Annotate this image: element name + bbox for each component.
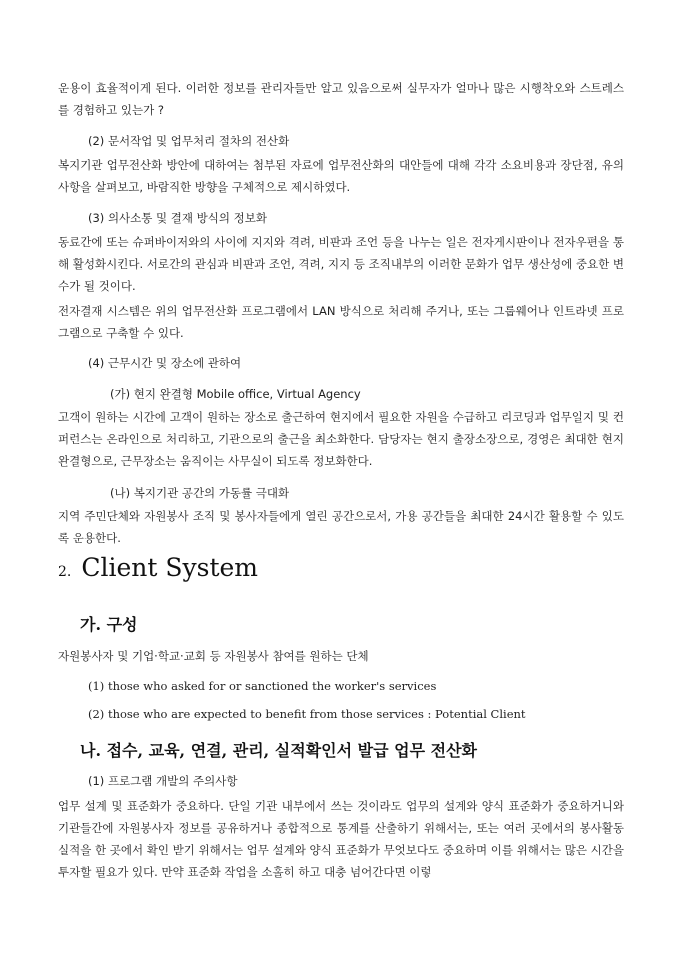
heading-mobile-office: (가) 현지 완결형 Mobile office, Virtual Agency (110, 387, 361, 401)
section-title-text: Client System (81, 553, 258, 582)
heading-space-utilization: (나) 복지기관 공간의 가동률 극대화 (110, 486, 290, 500)
paragraph-mobile-office: 고객이 원하는 시간에 고객이 원하는 장소로 출근하여 현지에서 필요한 자원을 수급하고 리코딩과 업무일지 및 컨퍼런스는 온라인으로 처리하고, 기관으로의 출근을 최소화한다. 담당자는 현지 출장소장으로, 경영은 최대한 현지완결형으로, 근무장소는 움직이는 사무실이 되도록 정보화한다. (58, 410, 624, 468)
paragraph-e-approval: 전자결재 시스템은 위의 업무전산화 프로그램에서 LAN 방식으로 처리해 주거나, 또는 그룹웨어나 인트라넷 프로그램으로 구축할 수 있다. (58, 304, 624, 340)
subsection-composition: 가. 구성 (80, 615, 138, 634)
heading-work-time-place: (4) 근무시간 및 장소에 관하여 (88, 356, 242, 370)
paragraph-computerization-plan: 복지기관 업무전산화 방안에 대하여는 첨부된 자료에 업무전산화의 대안들에 대해 각각 소요비용과 장단점, 유의사항을 살펴보고, 바람직한 방향을 구체적으로 제시하였다. (58, 158, 624, 194)
list-item-1: (1) those who asked for or sanctioned the worker's services (88, 679, 437, 693)
section-number: 2. (58, 564, 72, 580)
paragraph-colleague-communication: 동료간에 또는 슈퍼바이저와의 사이에 지지와 격려, 비판과 조언 등을 나누는 일은 전자게시판이나 전자우편을 통해 활성화시킨다. 서로간의 관심과 비판과 조언, 격려, 지지 등 조직내부의 이러한 문화가 업무 생산성에 중요한 변수가 될 것이다. (58, 235, 624, 293)
subsection-computerization: 나. 접수, 교육, 연결, 관리, 실적확인서 발급 업무 전산화 (80, 741, 477, 760)
paragraph-efficiency: 운용이 효율적이게 된다. 이러한 정보를 관리자들만 알고 있음으로써 실무자가 얼마나 많은 시행착오와 스트레스를 경험하고 있는가 ? (58, 81, 624, 117)
paragraph-composition: 자원봉사자 및 기업·학교·교회 등 자원봉사 참여를 원하는 단체 (58, 649, 369, 663)
list-item-2: (2) those who are expected to benefit from those services : Potential Client (88, 707, 526, 721)
paragraph-standardization: 업무 설계 및 표준화가 중요하다. 단일 기관 내부에서 쓰는 것이라도 업무의 설계와 양식 표준화가 중요하거니와 기관들간에 자원봉사자 정보를 공유하거나 종합적으로 통계를 산출하기 위해서는, 또는 여러 곳에서의 봉사활동 실적을 한 곳에서 확인 받기 위해서는 업무 설계와 양식 표준화가 무엇보다도 중요하며 이를 위해서는 많은 시간을 투자할 필요가 있다. 만약 표준화 작업을 소홀히 하고 대충 넘어간다면 이렇 (58, 799, 624, 879)
heading-document-work: (2) 문서작업 및 업무처리 절차의 전산화 (88, 134, 290, 148)
paragraph-space-utilization: 지역 주민단체와 자원봉사 조직 및 봉사자들에게 열린 공간으로서, 가용 공간들을 최대한 24시간 활용할 수 있도록 운용한다. (58, 509, 624, 545)
section-title-client-system (58, 553, 258, 582)
heading-communication: (3) 의사소통 및 결재 방식의 정보화 (88, 211, 267, 225)
heading-program-caution: (1) 프로그램 개발의 주의사항 (88, 774, 238, 788)
